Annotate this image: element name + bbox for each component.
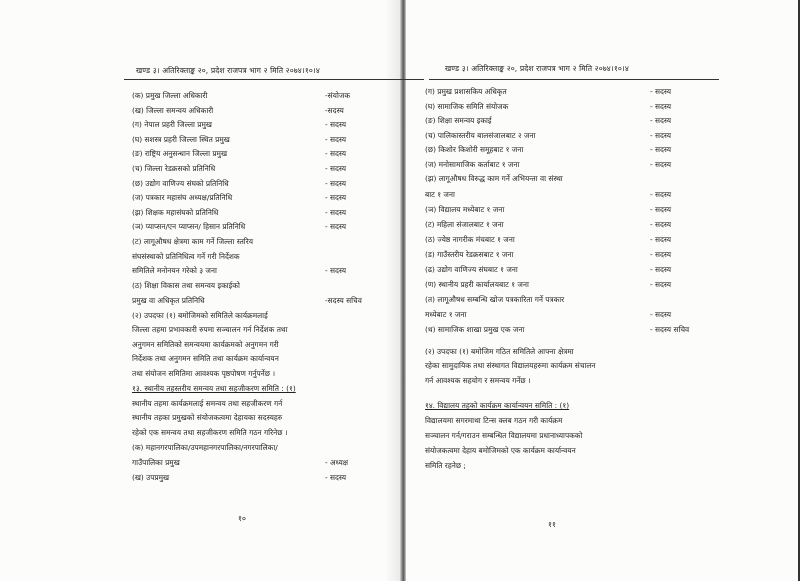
member-role: - सदस्य: [650, 87, 672, 96]
document-line: (ञ) विद्यालय मध्येबाट १ जना: [425, 205, 505, 214]
document-line: (ज) पत्रकार महासंघ अध्यक्ष/प्रतिनिधि: [132, 193, 233, 202]
member-role: - सदस्य: [650, 220, 672, 229]
document-line: मध्येबाट १ जना: [425, 310, 467, 319]
document-line: गाउँपालिका प्रमुख: [132, 458, 180, 467]
document-line: सञ्चालन गर्न/गराउन सम्बन्धित विद्यालयमा प्रधानाध्यापकको: [425, 431, 583, 440]
left-page: [60, 0, 395, 581]
header-rule: [429, 79, 719, 80]
document-line: (ढ) उद्योग वाणिज्य संघबाट १ जना: [425, 265, 518, 274]
document-line: निर्देशक तथा अनुगमन समिति तथा कार्यक्रम कार्यान्वयन: [132, 354, 279, 363]
member-role: - सदस्य: [325, 193, 347, 202]
member-role: - सदस्य: [325, 149, 347, 158]
document-line: (ट) लागूऔषध क्षेत्रमा काम गर्ने जिल्ला स्तरिय: [132, 237, 254, 246]
member-role: - सदस्य: [650, 145, 672, 154]
member-role: - सदस्य: [650, 131, 672, 140]
document-line: विद्यालयमा सगरमाथा टिन्स क्लब गठन गरी कार्यक्रम: [425, 416, 563, 425]
member-role: -सदस्य सचिव: [325, 296, 362, 305]
document-line: (क) प्रमुख जिल्ला अधिकारी: [132, 91, 208, 100]
document-line: (ठ) ज्येष्ठ नागरीक मंचबाट १ जना: [425, 235, 515, 244]
member-role: - सदस्य: [650, 205, 672, 214]
document-line: स्थानीय तहका प्रमुखको संयोजकत्वमा देहायका सदस्यहरु: [132, 413, 283, 422]
document-line: (ख) जिल्ला समन्वय अधिकारी: [132, 106, 214, 115]
member-role: - अध्यक्ष: [325, 458, 349, 467]
document-line: (ख) उपप्रमुख: [132, 473, 170, 482]
right-page-number: ११: [548, 520, 556, 529]
document-line: (थ) सामाजिक शाखा प्रमुख एक जना: [425, 325, 525, 334]
member-role: - सदस्य: [325, 266, 347, 275]
member-role: -संयोजक: [325, 91, 351, 100]
document-line: अनुगमन समितिको समन्वयमा कार्यक्रमको अनुगमन गरी: [132, 340, 279, 349]
document-line: (छ) किशोर किशोरी समूहबाट १ जना: [425, 145, 524, 154]
document-line: गर्न आवश्यक सहयोग र समन्वय गर्नेछ ।: [425, 376, 531, 385]
document-line: (च) जिल्ला रेडक्रसको प्रतिनिधि: [132, 164, 216, 173]
section-heading: १४. विद्यालय तहको कार्यक्रम कार्यान्वयन समिति : (१): [425, 401, 570, 410]
document-line: (२) उपदफा (१) बमोजिमको समितिले कार्यक्रमलाई: [132, 311, 268, 320]
right-page-header: खण्ड ३। अतिरिक्ताङ्क २०, प्रदेश राजपत्र भाग २ मिति २०७४।१०।४: [445, 64, 629, 73]
document-line: (झ) लागूऔषध विरुद्ध काम गर्ने अभियन्ता वा संस्था: [425, 174, 563, 183]
document-line: (२) उपदफा (१) बमोजिम गठित समितिले आफ्ना क्षेत्रमा: [425, 347, 574, 356]
document-line: जिल्ला तहमा प्रभावकारी रुपमा सञ्चालन गर्न निर्देशक तथा: [132, 325, 288, 334]
document-line: (ग) प्रमुख प्रशासकिय अधिकृत: [425, 87, 507, 96]
right-page: [405, 0, 740, 581]
member-role: - सदस्य: [325, 208, 347, 217]
member-role: - सदस्य: [325, 222, 347, 231]
document-line: (ग) नेपाल प्रहरी जिल्ला प्रमुख: [132, 120, 212, 129]
member-role: - सदस्य: [650, 116, 672, 125]
member-role: - सदस्य: [650, 160, 672, 169]
document-line: (त) लागूऔषध सम्बन्धि खोज पत्रकारिता गर्ने पत्रकार: [425, 295, 565, 304]
header-rule: [124, 79, 424, 80]
left-page-number: १०: [238, 514, 246, 523]
member-role: - सदस्य: [325, 164, 347, 173]
document-line: (च) पालिकास्तरीय बालसंजालबाट २ जना: [425, 131, 536, 140]
document-line: (ठ) शिक्षा विकास तथा समन्वय इकाईको: [132, 281, 240, 290]
member-role: - सदस्य: [325, 179, 347, 188]
document-line: बाट १ जना: [425, 190, 455, 199]
member-role: - सदस्य: [650, 280, 672, 289]
document-line: स्थानीय तहमा कार्यक्रमलाई समन्वय तथा सहजीकरण गर्न: [132, 399, 283, 408]
member-role: - सदस्य: [325, 473, 347, 482]
member-role: - सदस्य: [650, 102, 672, 111]
document-line: (क) महानगरपालिका/उपमहानगरपालिका/नगरपालिका/: [132, 443, 278, 452]
document-line: संयोजकत्वमा देहाय बमोजिमको एक कार्यक्रम कार्यान्वयन: [425, 446, 576, 455]
document-line: समितिले मनोनयन गरेको ३ जना: [132, 266, 217, 275]
member-role: - सदस्य: [650, 235, 672, 244]
document-line: (घ) सशस्त्र प्रहरी जिल्ला स्थित प्रमुख: [132, 135, 230, 144]
left-page-header: खण्ड ३। अतिरिक्ताङ्क २०, प्रदेश राजपत्र भाग २ मिति २०७४।१०।४: [136, 66, 320, 75]
document-line: प्रमुख वा अधिकृत प्रतिनिधि: [132, 296, 205, 305]
document-line: (ङ) शिक्षा समन्वय इकाई: [425, 116, 492, 125]
member-role: - सदस्य सचिव: [650, 325, 690, 334]
document-line: तथा संयोजन समितिमा आवश्यक पृष्ठपोषण गर्नुपर्नेछ ।: [132, 369, 276, 378]
document-line: (ञ) प्याप्सन/एन प्याप्सन/ हिसान प्रतिनिधि: [132, 222, 246, 231]
document-line: समिति रहनेछ ;: [425, 461, 466, 470]
document-line: (ण) स्थानीय प्रहरी कार्यालयबाट १ जना: [425, 280, 529, 289]
section-heading: १३. स्थानीय तहस्तरीय समन्वय तथा सहजीकरण समिति : (१): [132, 384, 296, 393]
document-line: रहेका सामुदायिक तथा संस्थागत विद्यालयहरुमा कार्यक्रम संचालन: [425, 361, 596, 370]
document-line: रहेको एक समन्वय तथा सहजीकरण समिति गठन गरिनेछ ।: [132, 428, 288, 437]
document-line: (छ) उद्योग वाणिज्य संघको प्रतिनिधि: [132, 179, 229, 188]
document-line: (ड) गाउँस्तरीय रेडक्रसबाट १ जना: [425, 250, 514, 259]
document-line: (ङ) राष्ट्रिय अनुसन्धान जिल्ला प्रमुख: [132, 149, 228, 158]
member-role: - सदस्य: [650, 190, 672, 199]
document-line: (ट) महिला संजालबाट १ जना: [425, 220, 504, 229]
member-role: - सदस्य: [325, 120, 347, 129]
document-line: (घ) सामाजिक समिति संयोजक: [425, 102, 509, 111]
member-role: - सदस्य: [650, 250, 672, 259]
member-role: - सदस्य: [650, 265, 672, 274]
member-role: - सदस्य: [325, 135, 347, 144]
document-line: (झ) शिक्षक महासंघको प्रतिनिधि: [132, 208, 219, 217]
document-line: संघसंस्थाको प्रतिनिधित्व गर्ने गरी निर्देशक: [132, 252, 240, 261]
member-role: - सदस्य: [650, 310, 672, 319]
member-role: -सदस्य: [325, 106, 344, 115]
document-line: (ज) मनोसामाजिक कर्ताबाट १ जना: [425, 160, 520, 169]
